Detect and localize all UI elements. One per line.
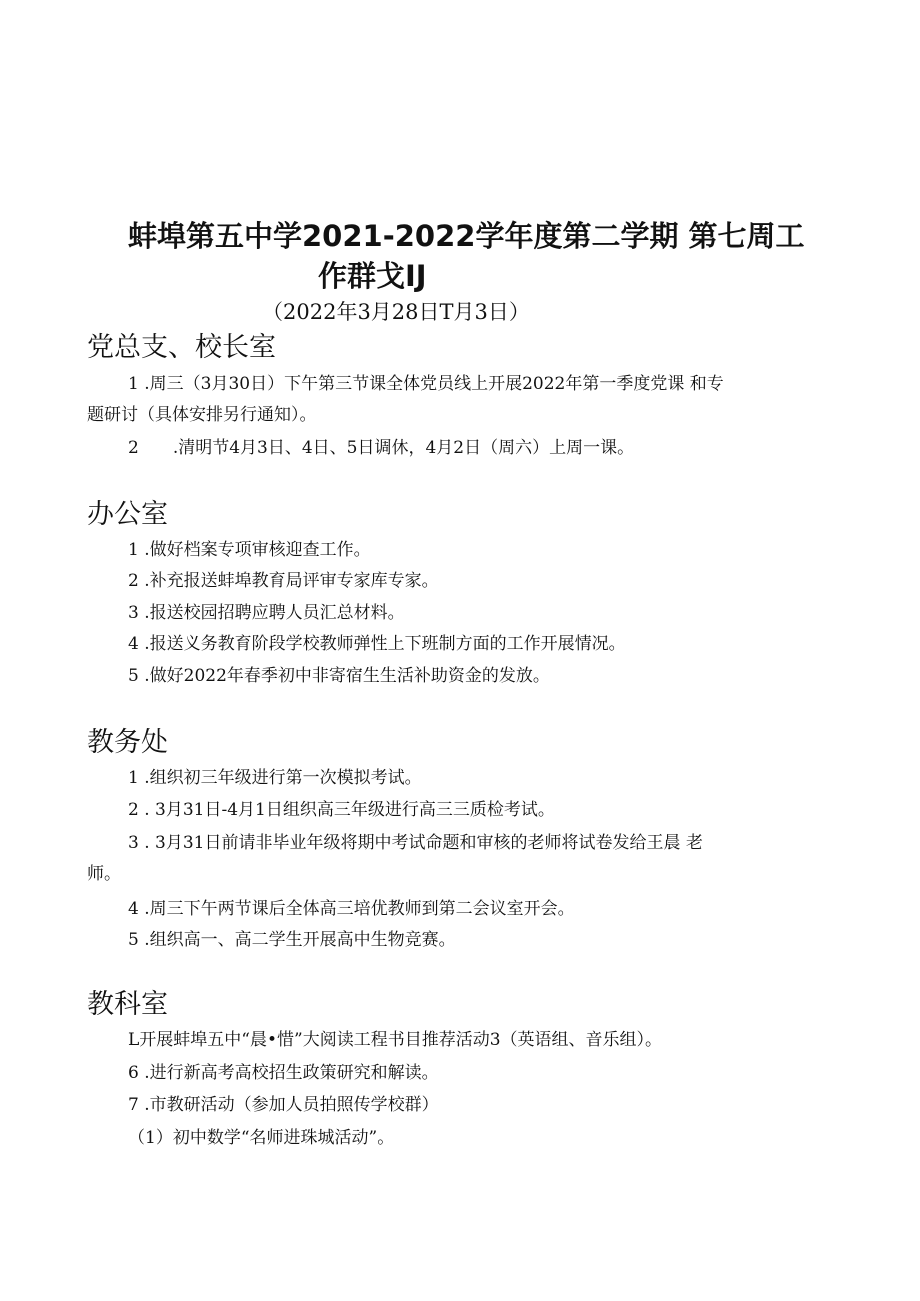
title-line-1: 蚌埠第五中学2021-2022学年度第二学期 第七周工 [128,219,805,253]
date-range-subtitle: （2022年3月28日T月3日） [262,300,530,324]
title-line-2: 作群戈IJ [318,259,427,293]
document-title [128,216,828,296]
section-line: 师。 [87,864,121,884]
section-line: 2 .清明节4月3日、4日、5日调休，4月2日（周六）上周一课。 [128,438,635,458]
section-heading-research-office: 教科室 [87,989,168,1020]
section-line: （1）初中数学“名师进珠城活动”。 [128,1128,395,1148]
section-line: 4 .报送义务教育阶段学校教师弹性上下班制方面的工作开展情况。 [128,634,626,654]
section-line: 2 . 3月31日-4月1日组织高三年级进行高三三质检考试。 [128,800,555,820]
section-line: 3 . 3月31日前请非毕业年级将期中考试命题和审核的老师将试卷发给王晨 老 [128,833,703,853]
section-line: 7 .市教研活动（参加人员拍照传学校群） [128,1095,439,1115]
section-line: 5 .做好2022年春季初中非寄宿生生活补助资金的发放。 [128,666,550,686]
section-line: 4 .周三下午两节课后全体高三培优教师到第二会议室开会。 [128,899,575,919]
section-heading-office: 办公室 [87,499,168,530]
section-line: 3 .报送校园招聘应聘人员汇总材料。 [128,603,405,623]
section-heading-academic-affairs: 教务处 [87,727,168,758]
section-line: 2 .补充报送蚌埠教育局评审专家库专家。 [128,571,439,591]
section-line: 1 .做好档案专项审核迎查工作。 [128,540,371,560]
section-line: 题研讨（具体安排另行通知）。 [87,405,317,425]
section-line: 1 .周三（3月30日）下午第三节课全体党员线上开展2022年第一季度党课 和专 [128,374,724,394]
section-heading-party-principal: 党总支、校长室 [87,332,276,363]
section-line: 6 .进行新高考高校招生政策研究和解读。 [128,1063,439,1083]
section-line: L开展蚌埠五中“晨•惜”大阅读工程书目推荐活动3（英语组、音乐组）。 [128,1030,663,1050]
section-line: 1 .组织初三年级进行第一次模拟考试。 [128,768,422,788]
section-line: 5 .组织高一、高二学生开展高中生物竞赛。 [128,930,456,950]
